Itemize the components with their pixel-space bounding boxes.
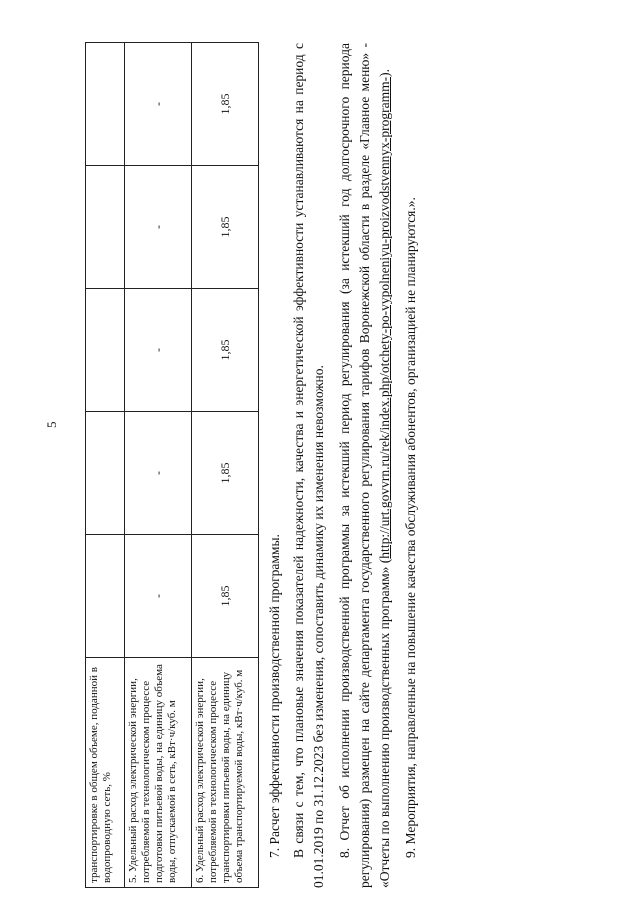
document-body bbox=[265, 43, 427, 888]
section-8-paragraph bbox=[335, 43, 395, 888]
indicator-description: транспортировке в общем объеме, поданной в водопроводную сеть, % bbox=[86, 658, 125, 888]
report-link[interactable]: http://urt.govvrn.ru/rek/index.php/otchety-po-vypolneniyu-proizvodstvennyx-programm- bbox=[377, 76, 392, 559]
indicator-value: - bbox=[125, 43, 192, 166]
table-row bbox=[192, 43, 259, 888]
section-9-paragraph: 9. Мероприятия, направленные на повышение качества обслуживания абонентов, организацией не планируются.». bbox=[403, 197, 418, 858]
indicator-value: 1,85 bbox=[192, 166, 259, 289]
indicator-description: 5. Удельный расход электрической энергии, потребляемой в технологическом процессе подготовки питьевой воды, на единицу объема воды, отпускаемой в сеть, кВт·ч/куб. м bbox=[125, 658, 192, 888]
section-8-text-end: ). bbox=[377, 69, 392, 77]
indicator-value bbox=[86, 43, 125, 166]
table-row bbox=[125, 43, 192, 888]
indicator-value: 1,85 bbox=[192, 535, 259, 658]
section-7-heading: 7. Расчет эффективности производственной программы. bbox=[267, 534, 282, 858]
indicator-value: - bbox=[125, 289, 192, 412]
page-number: 5 bbox=[44, 421, 59, 428]
indicator-value: 1,85 bbox=[192, 289, 259, 412]
table-row bbox=[86, 43, 125, 888]
section-7-paragraph: В связи с тем, что плановые значения показателей надежности, качества и энергетической эффективности устанавливаются на период с 01.01.2019 по 31.12.2023 без изменения, сопоставить динамику их изменения невозможно. bbox=[291, 43, 326, 888]
indicator-value bbox=[86, 289, 125, 412]
indicator-value: - bbox=[125, 412, 192, 535]
indicator-value bbox=[86, 535, 125, 658]
indicator-value bbox=[86, 412, 125, 535]
indicator-value: - bbox=[125, 535, 192, 658]
indicator-value: - bbox=[125, 166, 192, 289]
indicator-value: 1,85 bbox=[192, 43, 259, 166]
rotated-content bbox=[85, 43, 545, 888]
indicator-value: 1,85 bbox=[192, 412, 259, 535]
indicators-table bbox=[85, 42, 259, 888]
section-8-text: 8. Отчет об исполнении производственной программы за истекший период регулирования (за истекший год долгосрочного периода регулирования) размещен на сайте департамента государственного регулирования тарифов Воронежской области в разделе «Главное меню» - «Отчеты по выполнению производственных программ» ( bbox=[337, 43, 392, 888]
indicator-value bbox=[86, 166, 125, 289]
indicator-description: 6. Удельный расход электрической энергии, потребляемой в технологическом процессе транспортировки питьевой воды, на единицу объема транспортируемой воды, кВт·ч/куб. м bbox=[192, 658, 259, 888]
